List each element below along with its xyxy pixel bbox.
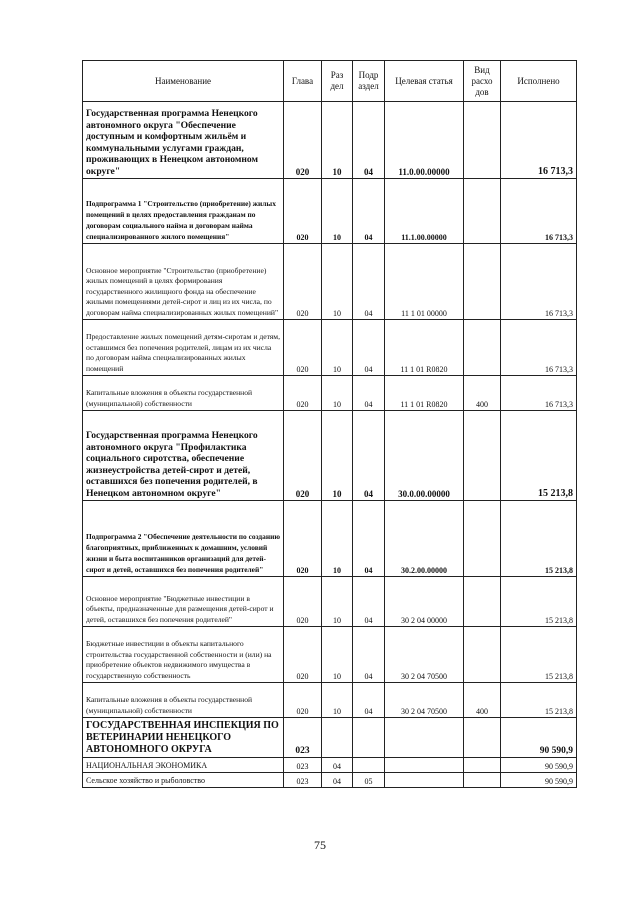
table-row [83, 244, 577, 320]
table-row [83, 501, 577, 577]
row-chapter: 020 [284, 411, 322, 501]
row-chapter: 020 [284, 102, 322, 179]
row-section: 10 [322, 411, 353, 501]
row-target: 11 1 01 00000 [385, 244, 464, 320]
row-subsection: 05 [353, 773, 385, 788]
row-executed: 16 713,3 [501, 320, 577, 376]
header-section: Раз дел [322, 61, 353, 102]
row-chapter: 023 [284, 758, 322, 773]
row-executed: 15 213,8 [501, 683, 577, 718]
row-name: НАЦИОНАЛЬНАЯ ЭКОНОМИКА [83, 758, 284, 773]
row-target: 11.1.00.00000 [385, 179, 464, 244]
row-target [385, 758, 464, 773]
row-name: Основное мероприятие "Строительство (приобретение) жилых помещений в целях формирования государственного жилищного фонда на обеспечение жилыми помещениями детей-сирот и лиц из их числа, по договорам найма специализированных жилых помещений" [83, 244, 284, 320]
row-subsection: 04 [353, 577, 385, 627]
row-chapter: 020 [284, 376, 322, 411]
row-subsection: 04 [353, 320, 385, 376]
row-subsection: 04 [353, 411, 385, 501]
row-executed: 90 590,9 [501, 718, 577, 758]
row-expense-type [464, 102, 501, 179]
row-section [322, 718, 353, 758]
row-section: 04 [322, 773, 353, 788]
header-name: Наименование [83, 61, 284, 102]
row-section: 10 [322, 577, 353, 627]
table-row [83, 627, 577, 683]
row-chapter: 020 [284, 244, 322, 320]
row-section: 10 [322, 320, 353, 376]
row-executed: 90 590,9 [501, 758, 577, 773]
row-subsection [353, 718, 385, 758]
row-target [385, 773, 464, 788]
row-name: Капитальные вложения в объекты государственной (муниципальной) собственности [83, 376, 284, 411]
row-target: 30.0.00.00000 [385, 411, 464, 501]
header-expense-type: Вид расхо дов [464, 61, 501, 102]
row-section: 10 [322, 102, 353, 179]
table-row [83, 577, 577, 627]
row-executed: 15 213,8 [501, 411, 577, 501]
row-expense-type: 400 [464, 683, 501, 718]
row-chapter: 020 [284, 627, 322, 683]
row-expense-type [464, 758, 501, 773]
row-executed: 15 213,8 [501, 577, 577, 627]
table-row [83, 411, 577, 501]
row-executed: 90 590,9 [501, 773, 577, 788]
row-name: Подпрограмма 2 "Обеспечение деятельности по созданию благоприятных, приближенных к домашним, условий жизни и быта воспитанников организаций для детей-сирот и детей, оставшихся без попечения родителей" [83, 501, 284, 577]
row-name: Основное мероприятие "Бюджетные инвестиции в объекты, предназначенные для размещения детей-сирот и детей, оставшихся без попечения родителей" [83, 577, 284, 627]
row-section: 10 [322, 179, 353, 244]
table-row [83, 102, 577, 179]
row-chapter: 023 [284, 773, 322, 788]
row-name: Капитальные вложения в объекты государственной (муниципальной) собственности [83, 683, 284, 718]
row-expense-type [464, 244, 501, 320]
row-section: 10 [322, 683, 353, 718]
row-target: 11 1 01 R0820 [385, 376, 464, 411]
row-subsection: 04 [353, 244, 385, 320]
row-expense-type [464, 718, 501, 758]
row-executed: 16 713,3 [501, 244, 577, 320]
budget-execution-table [82, 60, 577, 788]
row-chapter: 020 [284, 683, 322, 718]
row-executed: 15 213,8 [501, 501, 577, 577]
table-row [83, 179, 577, 244]
row-subsection [353, 758, 385, 773]
row-name: Государственная программа Ненецкого автономного округа "Профилактика социального сиротства, обеспечение жизнеустройства детей-сирот и детей, оставшихся без попечения родителей, в Ненецком автономном округе" [83, 411, 284, 501]
row-section: 10 [322, 376, 353, 411]
row-target: 30 2 04 70500 [385, 627, 464, 683]
row-name: Сельское хозяйство и рыболовство [83, 773, 284, 788]
row-expense-type [464, 501, 501, 577]
row-target: 30 2 04 00000 [385, 577, 464, 627]
row-subsection: 04 [353, 627, 385, 683]
row-name: Предоставление жилых помещений детям-сиротам и детям, оставшимся без попечения родителей, лицам из их числа по договорам найма специализированных жилых помещений [83, 320, 284, 376]
row-executed: 16 713,3 [501, 179, 577, 244]
table-row [83, 320, 577, 376]
row-section: 10 [322, 627, 353, 683]
row-subsection: 04 [353, 501, 385, 577]
row-chapter: 023 [284, 718, 322, 758]
row-name: Подпрограмма 1 "Строительство (приобретение) жилых помещений в целях предоставления гражданам по договорам социального найма и договорам найма специализированного жилого помещения" [83, 179, 284, 244]
row-subsection: 04 [353, 683, 385, 718]
row-section: 10 [322, 501, 353, 577]
row-target: 11.0.00.00000 [385, 102, 464, 179]
row-expense-type [464, 320, 501, 376]
header-chapter: Глава [284, 61, 322, 102]
row-target: 11 1 01 R0820 [385, 320, 464, 376]
row-subsection: 04 [353, 102, 385, 179]
row-expense-type [464, 773, 501, 788]
row-expense-type: 400 [464, 376, 501, 411]
row-executed: 15 213,8 [501, 627, 577, 683]
header-subsection: Подр аздел [353, 61, 385, 102]
table-row [83, 376, 577, 411]
row-chapter: 020 [284, 501, 322, 577]
row-chapter: 020 [284, 179, 322, 244]
row-target: 30.2.00.00000 [385, 501, 464, 577]
table-row [83, 758, 577, 773]
row-subsection: 04 [353, 376, 385, 411]
page-number: 75 [314, 838, 326, 852]
table-row [83, 683, 577, 718]
row-subsection: 04 [353, 179, 385, 244]
row-executed: 16 713,3 [501, 376, 577, 411]
row-expense-type [464, 577, 501, 627]
row-name: Государственная программа Ненецкого автономного округа "Обеспечение доступным и комфортным жильём и коммунальными услугами граждан, проживающих в Ненецком автономном округе" [83, 102, 284, 179]
table-header-row [83, 61, 577, 102]
row-expense-type [464, 627, 501, 683]
table-row [83, 718, 577, 758]
header-target: Целевая статья [385, 61, 464, 102]
row-section: 10 [322, 244, 353, 320]
row-chapter: 020 [284, 577, 322, 627]
row-target [385, 718, 464, 758]
table-row [83, 773, 577, 788]
row-executed: 16 713,3 [501, 102, 577, 179]
row-expense-type [464, 411, 501, 501]
row-expense-type [464, 179, 501, 244]
row-name: Бюджетные инвестиции в объекты капитального строительства государственной собственности и (или) на приобретение объектов недвижимого имущества в государственную собственность [83, 627, 284, 683]
header-executed: Исполнено [501, 61, 577, 102]
row-section: 04 [322, 758, 353, 773]
row-chapter: 020 [284, 320, 322, 376]
row-target: 30 2 04 70500 [385, 683, 464, 718]
row-name: ГОСУДАРСТВЕННАЯ ИНСПЕКЦИЯ ПО ВЕТЕРИНАРИИ НЕНЕЦКОГО АВТОНОМНОГО ОКРУГА [83, 718, 284, 758]
